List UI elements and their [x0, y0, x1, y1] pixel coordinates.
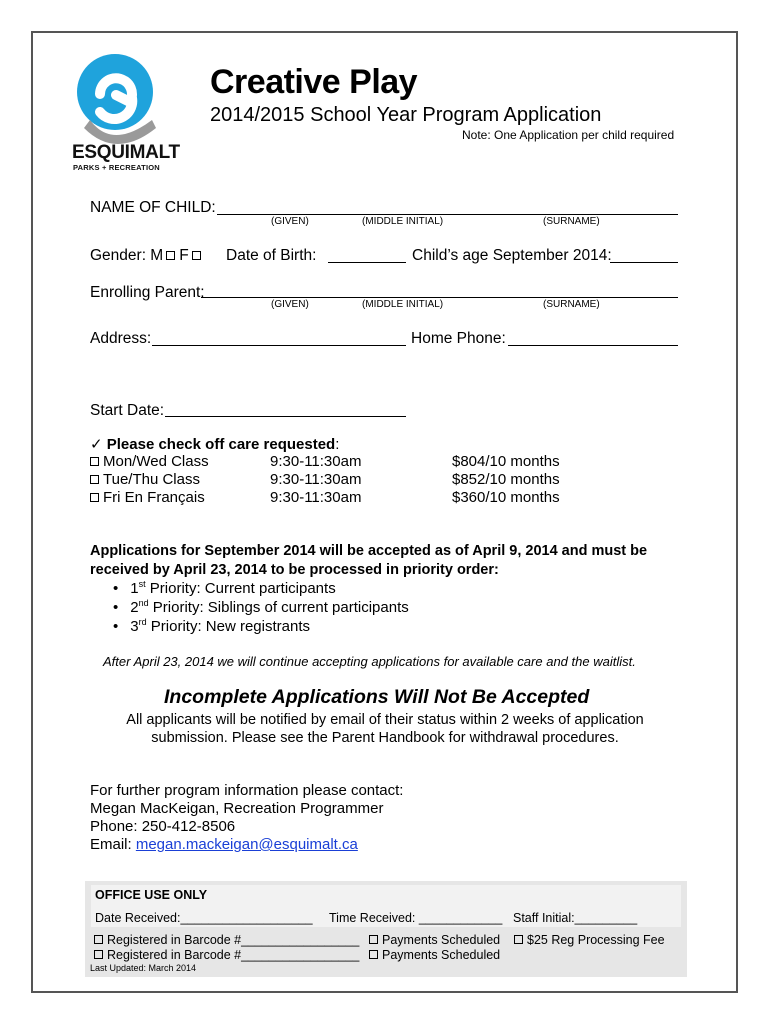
caption-given: (GIVEN): [271, 216, 309, 227]
priority-item: • 3rd Priority: New registrants: [113, 617, 310, 635]
care-time: 9:30-11:30am: [270, 489, 362, 506]
care-option-checkbox[interactable]: [90, 457, 99, 466]
care-heading: [90, 435, 339, 453]
enrolling-parent-label: Enrolling Parent:: [90, 284, 205, 301]
incomplete-heading: Incomplete Applications Will Not Be Accepted: [164, 686, 590, 708]
caption-middle-initial: (MIDDLE INITIAL): [362, 216, 444, 227]
care-option-row[interactable]: [90, 453, 209, 470]
child-age-line[interactable]: [610, 262, 678, 263]
notified-line-2: submission. Please see the Parent Handbook for withdrawal procedures.: [151, 730, 619, 746]
page-title: Creative Play: [210, 63, 418, 101]
home-phone-line[interactable]: [508, 345, 678, 346]
check-mark-icon: ✓: [90, 436, 103, 453]
contact-intro: For further program information please contact:: [90, 782, 404, 799]
dob-label: Date of Birth:: [226, 247, 317, 264]
care-heading-text: Please check off care requested: [106, 436, 336, 453]
office-use-heading: OFFICE USE ONLY: [95, 888, 208, 902]
fee-checkbox[interactable]: [514, 935, 523, 944]
care-time: 9:30-11:30am: [270, 453, 362, 470]
home-phone-label: Home Phone:: [411, 330, 506, 347]
payments-checkbox[interactable]: [369, 950, 378, 959]
notified-line-1: All applicants will be notified by email of their status within 2 weeks of application: [126, 712, 644, 728]
gender-row: [90, 247, 205, 265]
care-option-row[interactable]: [90, 471, 200, 488]
fee-row[interactable]: $25 Reg Processing Fee: [511, 933, 665, 947]
payments-row-2[interactable]: Payments Scheduled: [366, 948, 500, 962]
logo-subtitle: PARKS + RECREATION: [73, 163, 160, 172]
date-received-field[interactable]: Date Received:___________________: [95, 911, 313, 925]
care-option-checkbox[interactable]: [90, 475, 99, 484]
priority-line-1: Applications for September 2014 will be accepted as of April 9, 2014 and must be: [90, 543, 648, 559]
enrolling-parent-line[interactable]: [201, 297, 678, 298]
caption-given: (GIVEN): [271, 299, 309, 310]
page-subtitle: 2014/2015 School Year Program Application: [210, 104, 602, 126]
address-label: Address:: [90, 330, 152, 347]
care-price: $852/10 months: [452, 471, 560, 488]
child-age-label: Child’s age September 2014:: [412, 247, 612, 264]
bullet-icon: •: [113, 599, 119, 616]
care-time: 9:30-11:30am: [270, 471, 362, 488]
application-note: Note: One Application per child required: [462, 128, 675, 142]
child-name-line[interactable]: [217, 214, 678, 215]
care-option-checkbox[interactable]: [90, 493, 99, 502]
logo-wordmark: ESQUIMALT: [72, 142, 180, 163]
bullet-icon: •: [113, 580, 119, 597]
care-price: $360/10 months: [452, 489, 560, 506]
staff-initial-field[interactable]: Staff Initial:_________: [513, 911, 638, 925]
time-received-field[interactable]: Time Received: ____________: [329, 911, 503, 925]
gender-f-checkbox[interactable]: [192, 251, 201, 260]
priority-item: • 2nd Priority: Siblings of current participants: [113, 598, 409, 616]
barcode-checkbox[interactable]: [94, 950, 103, 959]
contact-email-link[interactable]: megan.mackeigan@esquimalt.ca: [135, 836, 358, 853]
dob-line[interactable]: [328, 262, 406, 263]
care-heading-colon: :: [335, 436, 340, 453]
care-price: $804/10 months: [452, 453, 560, 470]
payments-checkbox[interactable]: [369, 935, 378, 944]
contact-phone: Phone: 250-412-8506: [90, 818, 236, 835]
care-option-row[interactable]: [90, 489, 205, 506]
contact-email-row: [90, 836, 358, 853]
last-updated: Last Updated: March 2014: [90, 963, 197, 973]
contact-email-label: Email:: [90, 836, 136, 853]
care-day: Mon/Wed Class: [103, 453, 209, 470]
barcode-row-2[interactable]: Registered in Barcode #_________________: [91, 948, 359, 962]
care-day: Fri En Français: [103, 489, 205, 506]
contact-name: Megan MacKeigan, Recreation Programmer: [90, 800, 384, 817]
bullet-icon: •: [113, 618, 119, 635]
caption-surname: (SURNAME): [543, 299, 600, 310]
gender-f-label: F: [179, 247, 189, 264]
gender-m-checkbox[interactable]: [166, 251, 175, 260]
barcode-row-1[interactable]: Registered in Barcode #_________________: [91, 933, 359, 947]
care-day: Tue/Thu Class: [103, 471, 200, 488]
start-date-line[interactable]: [165, 416, 406, 417]
address-line[interactable]: [152, 345, 406, 346]
priority-item: • 1st Priority: Current participants: [113, 579, 336, 597]
priority-line-2: received by April 23, 2014 to be processed in priority order:: [90, 562, 499, 578]
payments-row-1[interactable]: Payments Scheduled: [366, 933, 500, 947]
barcode-checkbox[interactable]: [94, 935, 103, 944]
caption-surname: (SURNAME): [543, 216, 600, 227]
waitlist-note: After April 23, 2014 we will continue accepting applications for available care and the waitlist.: [103, 654, 636, 669]
child-name-label: NAME OF CHILD:: [90, 199, 216, 216]
gender-m-label: Gender: M: [90, 247, 164, 264]
caption-middle-initial: (MIDDLE INITIAL): [362, 299, 444, 310]
start-date-label: Start Date:: [90, 402, 165, 419]
